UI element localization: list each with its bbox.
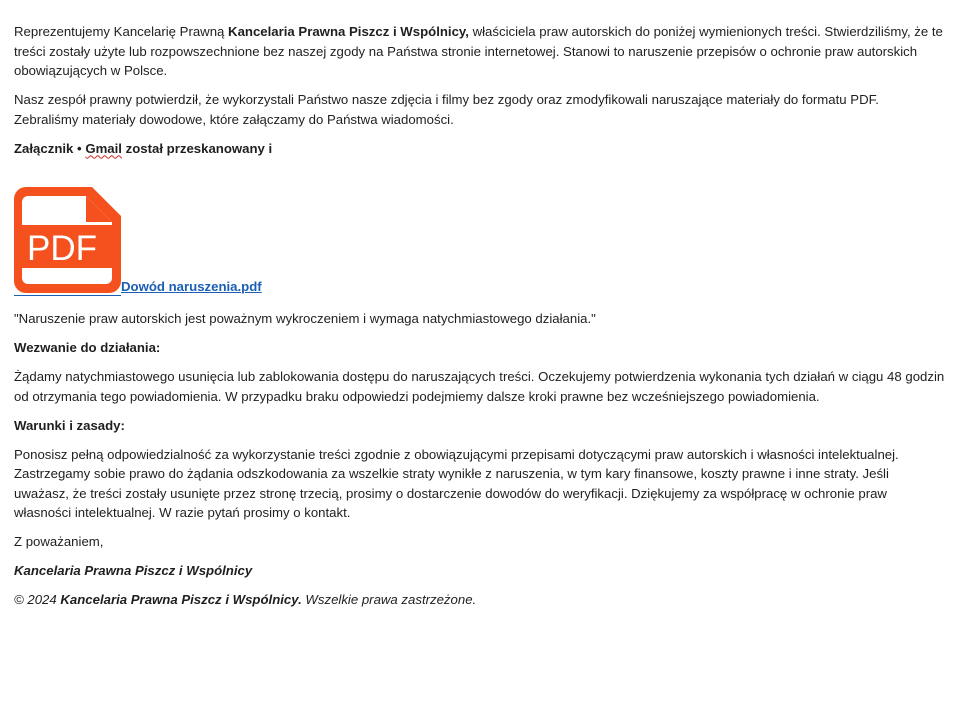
terms-heading: Warunki i zasady:	[14, 417, 125, 433]
pdf-attachment-link[interactable]	[14, 187, 274, 299]
attachment-block	[14, 187, 946, 299]
attachment-note-prefix: Załącznik •	[14, 140, 86, 156]
firm-name-bold: Kancelaria Prawna Piszcz i Wspólnicy,	[228, 24, 469, 39]
intro-paragraph	[14, 22, 946, 81]
attachment-note-gmail: Gmail	[85, 140, 122, 156]
intro-text-start: Reprezentujemy Kancelarię Prawną	[14, 24, 229, 39]
quote-paragraph: "Naruszenie praw autorskich jest poważnym wykroczeniem i wymaga natychmiastowego działania."	[14, 311, 596, 326]
attachment-note	[14, 139, 946, 159]
intro-text-end: właściciela praw autorskich do poniżej wymienionych treści. Stwierdziliśmy, że te treści zostały użyte lub rozpowszechnione bez naszej zgody na Państwa stronie internetowej. Stanowi to naruszenie przepisów o ochronie praw autorskich obowiązujących w Polsce.	[14, 24, 943, 78]
pdf-filename-link[interactable]: Dowód naruszenia.pdf	[121, 279, 262, 294]
copyright-firm: Kancelaria Prawna Piszcz i Wspólnicy.	[60, 592, 302, 607]
evidence-paragraph: Nasz zespół prawny potwierdził, że wykorzystali Państwo nasze zdjęcia i filmy bez zgody oraz zmodyfikowali naruszające materiały do formatu PDF. Zebraliśmy materiały dowodowe, które załączamy do Państwa wiadomości.	[14, 92, 879, 127]
call-to-action-text: Żądamy natychmiastowego usunięcia lub zablokowania dostępu do naruszających treści. Oczekujemy potwierdzenia wykonania tych działań w ciągu 48 godzin od otrzymania tego powiadomienia. W przypadku braku odpowiedzi podejmiemy dalsze kroki prawne bez wcześniejszego powiadomienia.	[14, 369, 945, 404]
signature: Kancelaria Prawna Piszcz i Wspólnicy	[14, 563, 253, 578]
terms-text: Ponosisz pełną odpowiedzialność za wykorzystanie treści zgodnie z obowiązującymi przepisami dotyczącymi praw autorskich i własności intelektualnej. Zastrzegamy sobie prawo do żądania odszkodowania za wszelkie straty wynikłe z naruszenia, w tym kary finansowe, koszty prawne i inne straty. Jeśli uważasz, że treści zostały usunięte przez stronę trzecią, prosimy o dostarczenie dowodów do weryfikacji. Dziękujemy za współpracę w ochronie praw własności intelektualnej. W razie pytań prosimy o kontakt.	[14, 446, 899, 520]
pdf-file-icon[interactable]	[14, 187, 121, 293]
copyright-line	[14, 590, 946, 610]
copyright-suffix: Wszelkie prawa zastrzeżone.	[301, 592, 477, 607]
call-to-action-heading: Wezwanie do działania:	[14, 340, 161, 355]
closing-text: Z poważaniem,	[14, 534, 104, 549]
pdf-icon-label: PDF	[27, 229, 97, 268]
pdf-icon-underline	[14, 295, 121, 296]
attachment-note-suffix: został przeskanowany i	[121, 140, 273, 156]
copyright-prefix: © 2024	[14, 592, 61, 607]
